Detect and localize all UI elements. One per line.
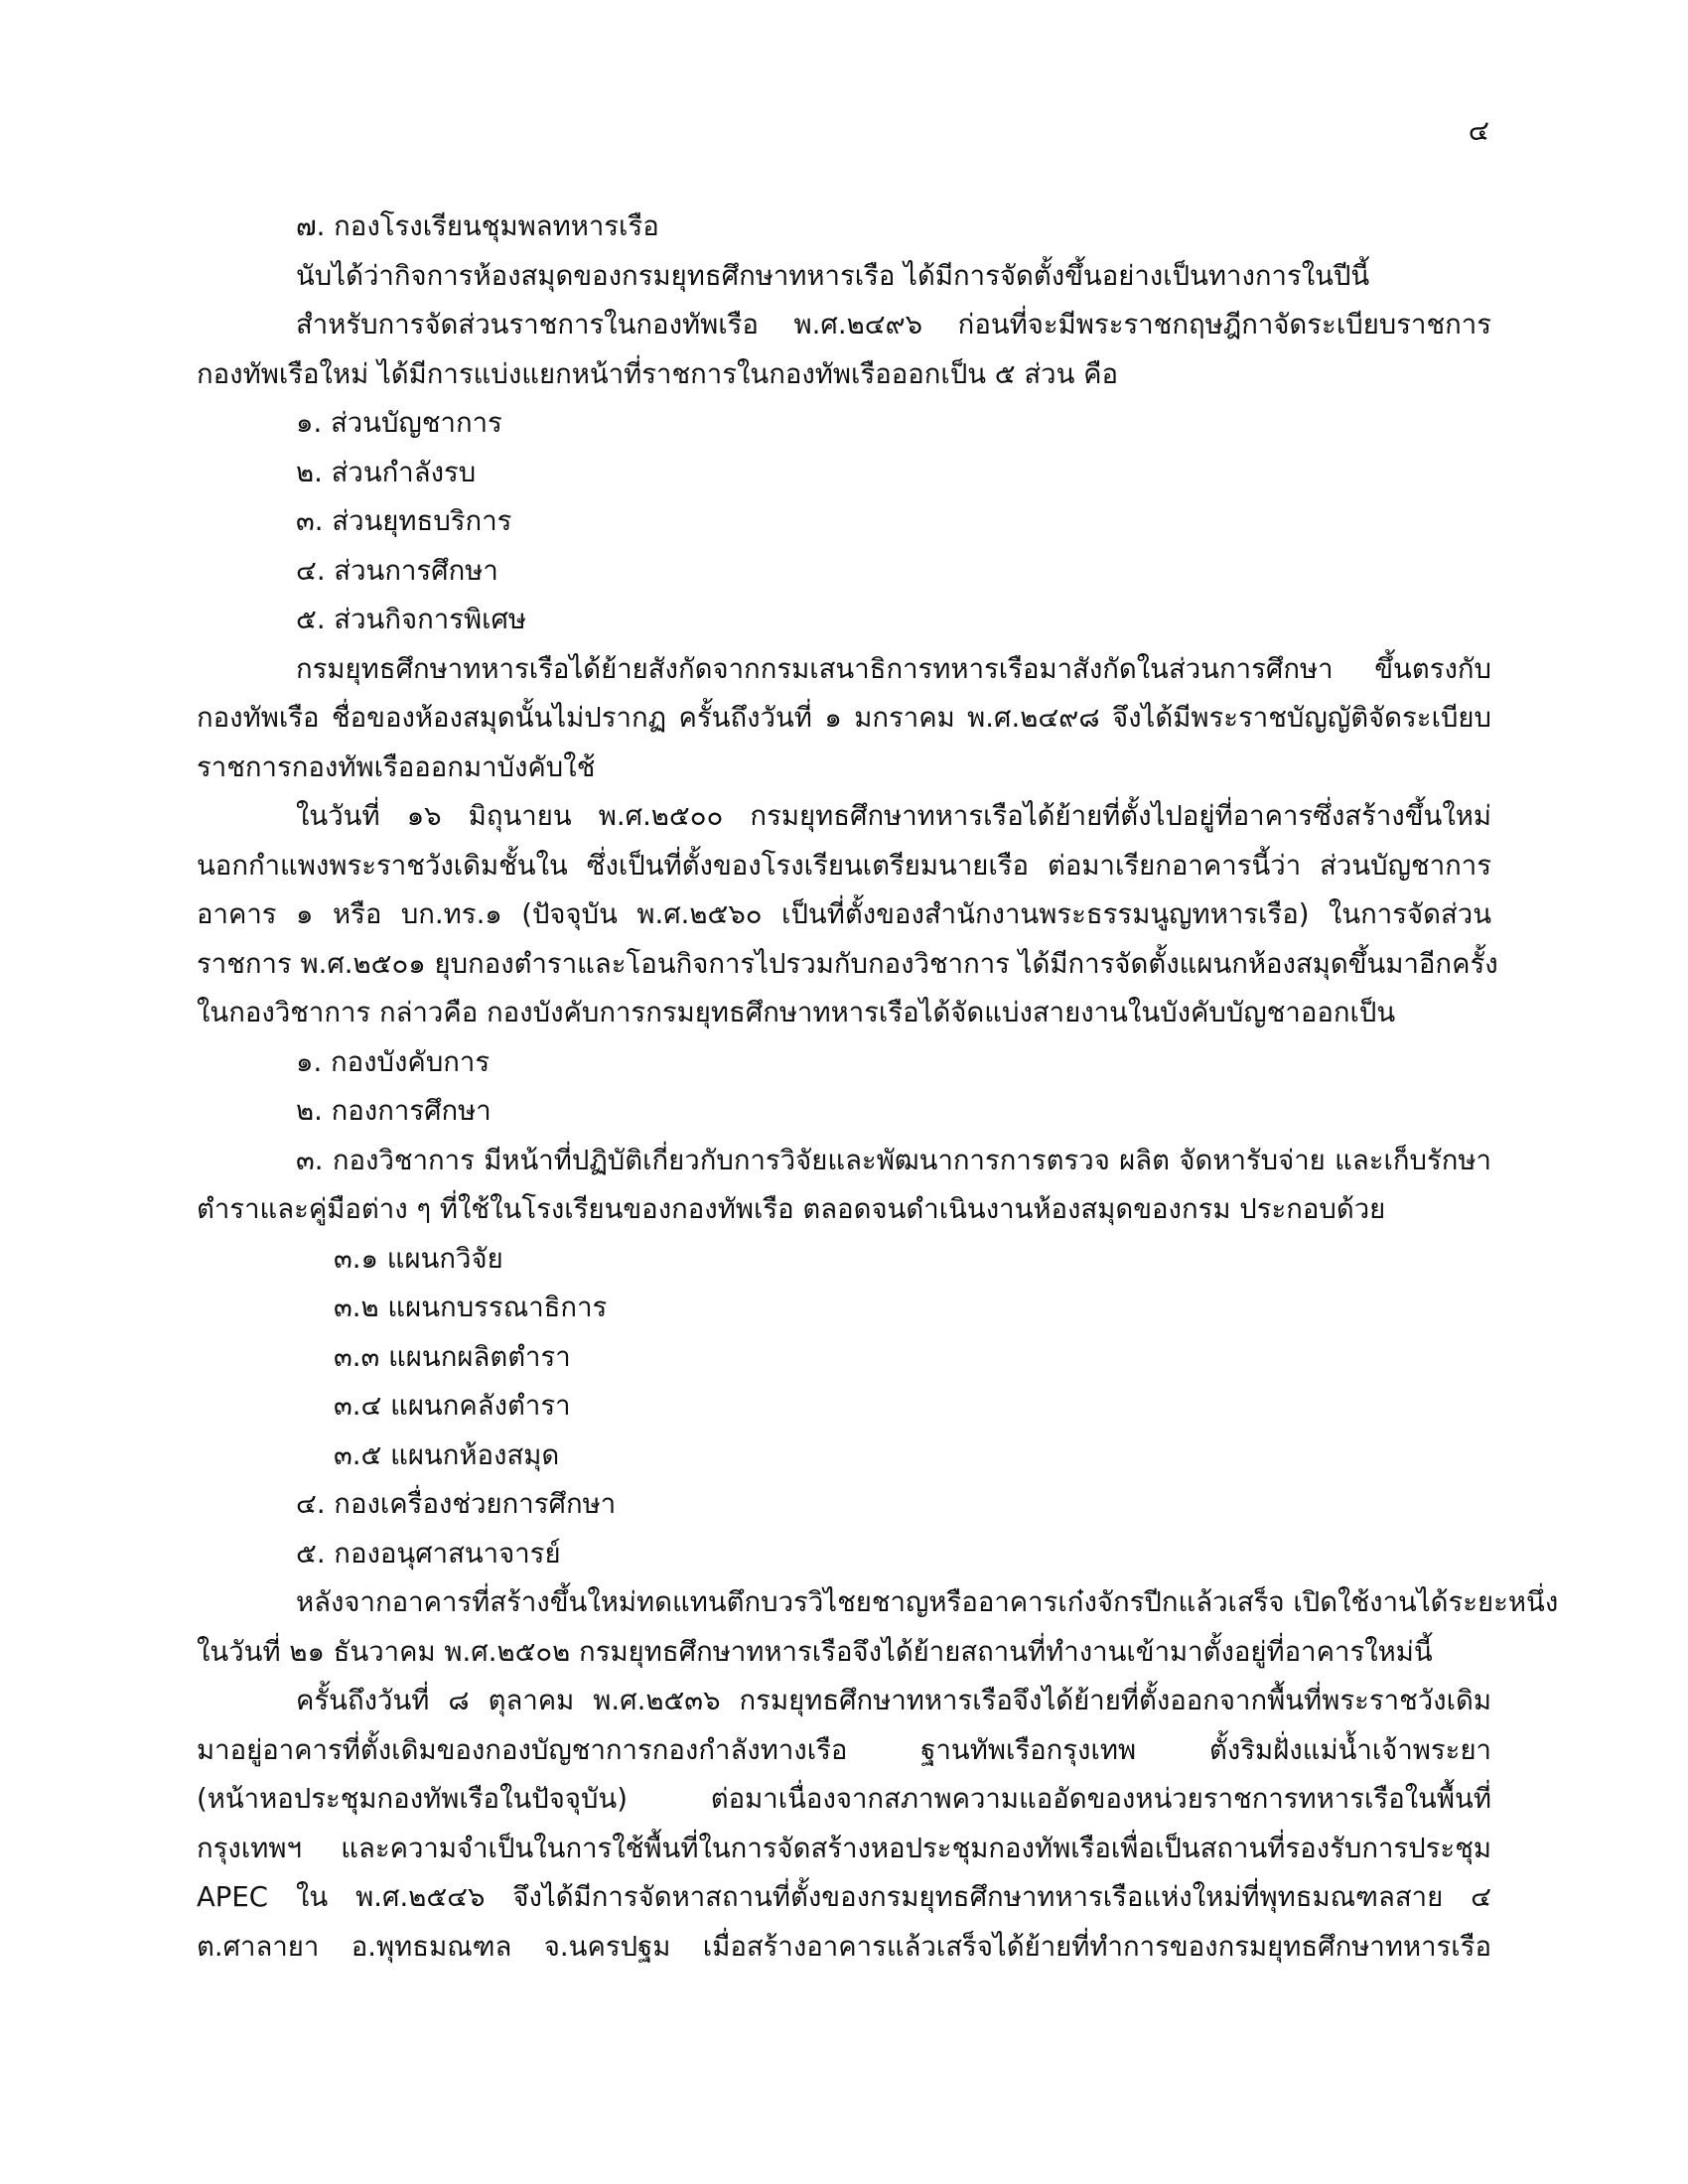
text-line: อาคาร ๑ หรือ บก.ทร.๑ (ปัจจุบัน พ.ศ.๒๕๖๐ เป็นที่ตั้งของสำนักงานพระธรรมนูญทหารเรือ) ในการจัดส่วน: [197, 898, 1491, 930]
text-line: (หน้าหอประชุมกองทัพเรือในปัจจุบัน) ต่อมาเนื่องจากสภาพความแออัดของหน่วยราชการทหารเรือในพื้นที่: [197, 1783, 1491, 1815]
text-line: ๒. ส่วนกำลังรบ: [296, 456, 477, 488]
text-line: สำหรับการจัดส่วนราชการในกองทัพเรือ พ.ศ.๒๔๙๖ ก่อนที่จะมีพระราชกฤษฎีกาจัดระเบียบราชการ: [296, 309, 1491, 341]
text-line: ๑. ส่วนบัญชาการ: [296, 407, 502, 439]
text-line: ๓. กองวิชาการ มีหน้าที่ปฏิบัติเกี่ยวกับการวิจัยและพัฒนาการการตรวจ ผลิต จัดหารับจ่าย และเก็บรักษา: [296, 1144, 1491, 1176]
text-line: ๓.๔ แผนกคลังตำรา: [334, 1390, 571, 1422]
text-line: ต.ศาลายา อ.พุทธมณฑล จ.นครปฐม เมื่อสร้างอาคารแล้วเสร็จได้ย้ายที่ทำการของกรมยุทธศึกษาทหารเรือ: [197, 1930, 1491, 1963]
document-body: [197, 203, 1559, 1972]
text-line: ๓.๕ แผนกห้องสมุด: [334, 1438, 560, 1471]
text-line: กองทัพเรือ ชื่อของห้องสมุดนั้นไม่ปรากฏ ครั้นถึงวันที่ ๑ มกราคม พ.ศ.๒๔๙๘ จึงได้มีพระราชบัญญัติจัดระเบียบ: [197, 702, 1491, 734]
text-line: ๕. กองอนุศาสนาจารย์: [296, 1537, 561, 1570]
text-line: ราชการกองทัพเรือออกมาบังคับใช้: [197, 751, 596, 783]
text-line: ๓. ส่วนยุทธบริการ: [296, 505, 512, 537]
text-line: ๕. ส่วนกิจการพิเศษ: [296, 604, 527, 635]
text-line: กองทัพเรือใหม่ ได้มีการแบ่งแยกหน้าที่ราชการในกองทัพเรือออกเป็น ๕ ส่วน คือ: [197, 357, 1119, 390]
text-line: ๓.๑ แผนกวิจัย: [334, 1242, 503, 1275]
text-line: นอกกำแพงพระราชวังเดิมชั้นใน ซึ่งเป็นที่ตั้งของโรงเรียนเตรียมนายเรือ ต่อมาเรียกอาคารนี้ว่า ส่วนบัญชาการ: [197, 849, 1491, 882]
text-line: หลังจากอาคารที่สร้างขึ้นใหม่ทดแทนตึกบวรวิไชยชาญหรืออาคารเก๋งจักรปีกแล้วเสร็จ เปิดใช้งานได้ระยะหนึ่ง: [296, 1586, 1559, 1618]
text-line: ๓.๒ แผนกบรรณาธิการ: [334, 1292, 608, 1323]
text-line: ๔. ส่วนการศึกษา: [296, 554, 498, 587]
text-line: ๑. กองบังคับการ: [296, 1045, 491, 1078]
text-line: ตำราและคู่มือต่าง ๆ ที่ใช้ในโรงเรียนของกองทัพเรือ ตลอดจนดำเนินงานห้องสมุดของกรม ประกอบด้วย: [197, 1193, 1386, 1225]
text-line: APEC ใน พ.ศ.๒๕๔๖ จึงได้มีการจัดหาสถานที่ตั้งของกรมยุทธศึกษาทหารเรือแห่งใหม่ที่พุทธมณฑลสาย ๔: [197, 1881, 1491, 1913]
text-line: ในกองวิชาการ กล่าวคือ กองบังคับการกรมยุทธศึกษาทหารเรือได้จัดแบ่งสายงานในบังคับบัญชาออกเป็น: [197, 997, 1396, 1028]
text-line: ในวันที่ ๑๖ มิถุนายน พ.ศ.๒๕๐๐ กรมยุทธศึกษาทหารเรือได้ย้ายที่ตั้งไปอยู่ที่อาคารซึ่งสร้างขึ้นใหม่: [296, 800, 1491, 832]
text-line: ๗. กองโรงเรียนชุมพลทหารเรือ: [296, 210, 659, 242]
text-line: ๔. กองเครื่องช่วยการศึกษา: [296, 1488, 617, 1520]
text-line: นับได้ว่ากิจการห้องสมุดของกรมยุทธศึกษาทหารเรือ ได้มีการจัดตั้งขึ้นอย่างเป็นทางการในปีนี้: [296, 259, 1370, 292]
text-line: ๒. กองการศึกษา: [296, 1095, 492, 1127]
text-line: ราชการ พ.ศ.๒๕๐๑ ยุบกองตำราและโอนกิจการไปรวมกับกองวิชาการ ได้มีการจัดตั้งแผนกห้องสมุดขึ้นมาอีกครั้ง: [197, 947, 1498, 980]
text-line: กรมยุทธศึกษาทหารเรือได้ย้ายสังกัดจากกรมเสนาธิการทหารเรือมาสังกัดในส่วนการศึกษา ขึ้นตรงกับ: [296, 652, 1491, 685]
text-line: มาอยู่อาคารที่ตั้งเดิมของกองบัญชาการกองกำลังทางเรือ ฐานทัพเรือกรุงเทพ ตั้งริมฝั่งแม่น้ำเจ้าพระยา: [197, 1733, 1491, 1766]
text-line: ๓.๓ แผนกผลิตตำรา: [334, 1340, 571, 1373]
text-line: กรุงเทพฯ และความจำเป็นในการใช้พื้นที่ในการจัดสร้างหอประชุมกองทัพเรือเพื่อเป็นสถานที่รองรับการประชุม: [197, 1832, 1491, 1864]
text-line: ในวันที่ ๒๑ ธันวาคม พ.ศ.๒๕๐๒ กรมยุทธศึกษาทหารเรือจึงได้ย้ายสถานที่ทำงานเข้ามาตั้งอยู่ที่อาคารใหม่นี้: [197, 1635, 1433, 1668]
text-line: ครั้นถึงวันที่ ๘ ตุลาคม พ.ศ.๒๕๓๖ กรมยุทธศึกษาทหารเรือจึงได้ย้ายที่ตั้งออกจากพื้นที่พระราชวังเดิม: [296, 1685, 1491, 1716]
page-number: ๔: [1468, 114, 1489, 147]
